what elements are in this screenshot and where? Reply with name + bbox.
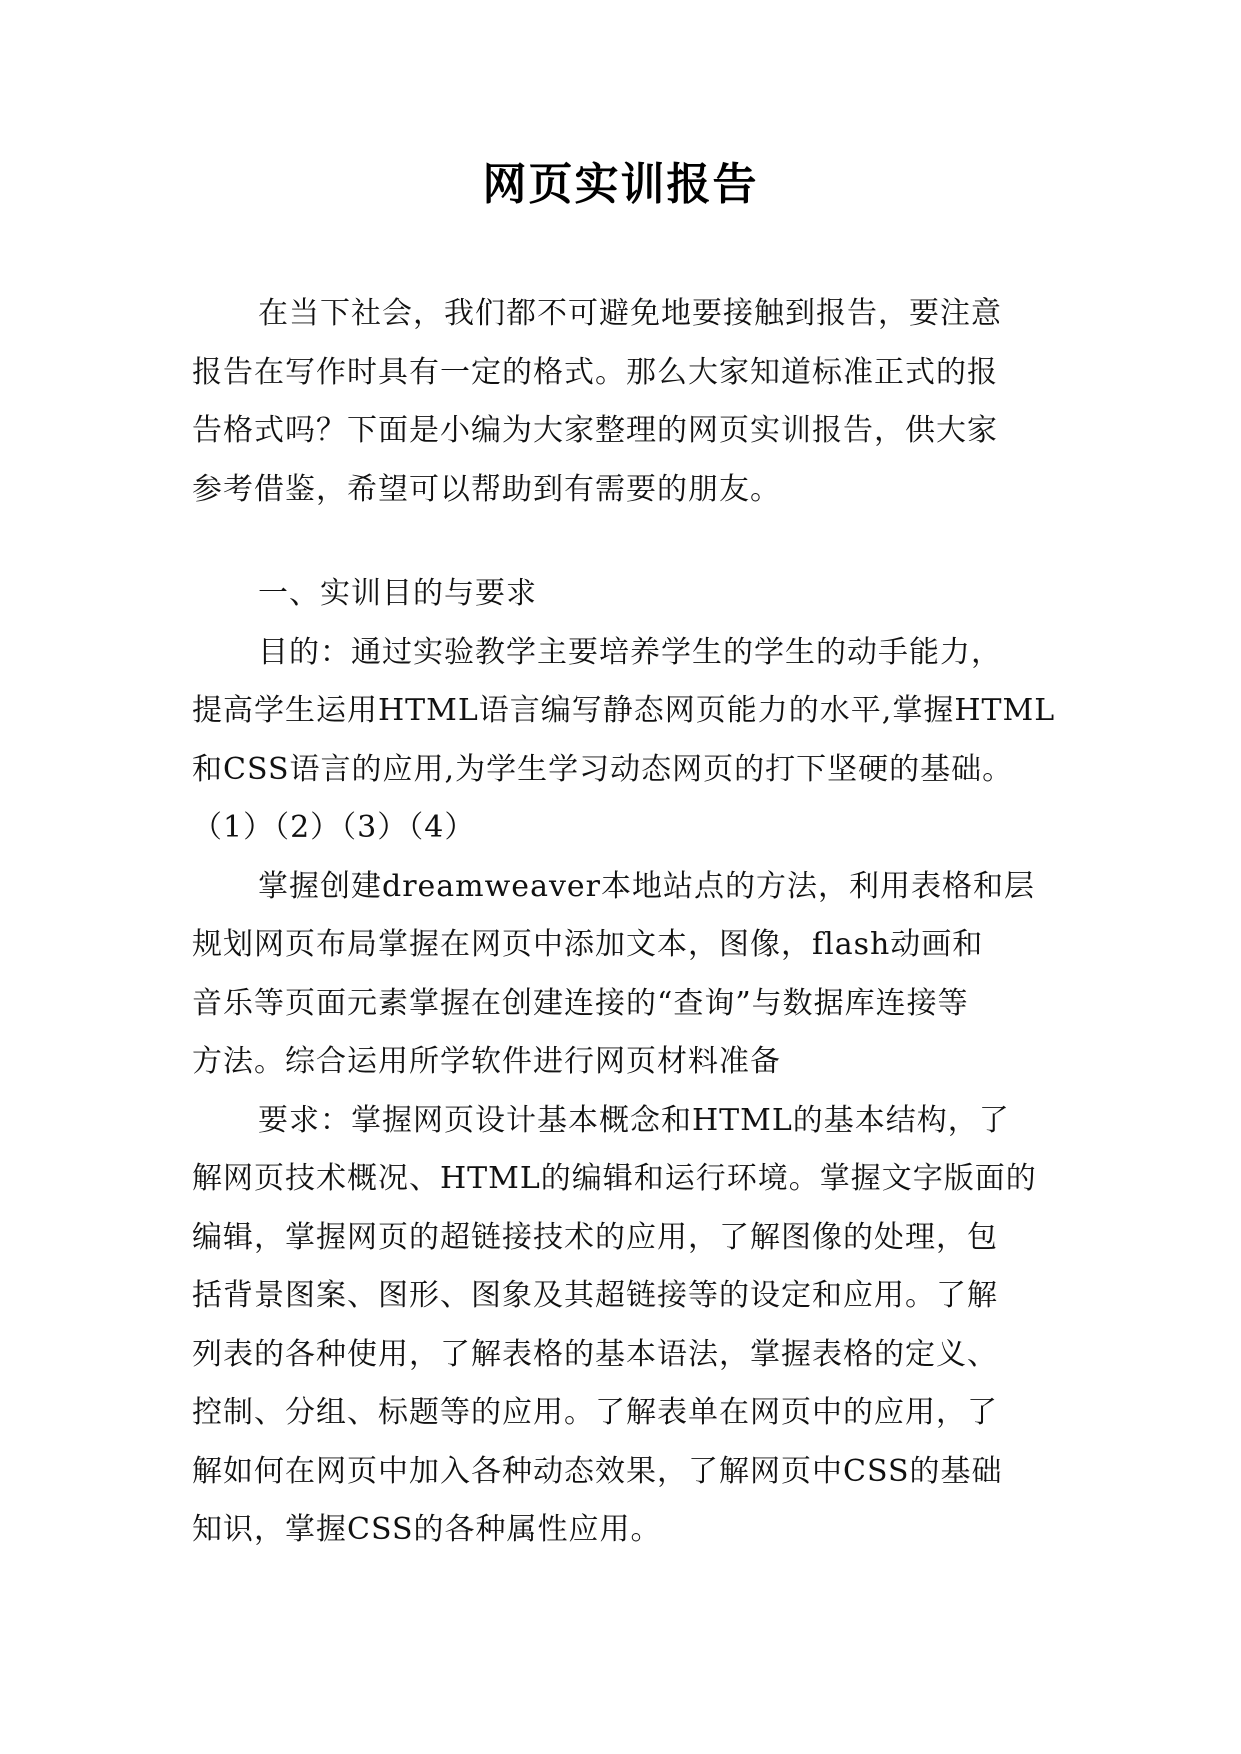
- numbering-line: （1）（2）（3）（4）: [192, 810, 476, 845]
- text-line: 方法。综合运用所学软件进行网页材料准备: [192, 1044, 781, 1079]
- requirement-paragraph: [192, 1092, 1062, 1560]
- document-title: 网页实训报告: [482, 159, 759, 210]
- text-line: 告格式吗？下面是小编为大家整理的网页实训报告，供大家: [192, 413, 998, 448]
- text-line: 和CSS语言的应用,为学生学习动态网页的打下坚硬的基础。: [192, 751, 1014, 787]
- text-line: 在当下社会，我们都不可避免地要接触到报告，要注意: [258, 296, 1002, 331]
- text-line: 编辑，掌握网页的超链接技术的应用，了解图像的处理，包: [192, 1219, 998, 1255]
- text-line: 解网页技术概况、HTML的编辑和运行环境。掌握文字版面的: [192, 1161, 1037, 1196]
- text-line: 解如何在网页中加入各种动态效果，了解网页中CSS的基础: [192, 1453, 1003, 1489]
- text-line: 掌握创建dreamweaver本地站点的方法，利用表格和层: [258, 868, 1035, 904]
- text-line: 列表的各种使用，了解表格的基本语法，掌握表格的定义、: [192, 1336, 998, 1372]
- purpose-paragraph: [192, 624, 1062, 800]
- text-line: 音乐等页面元素掌握在创建连接的“查询”与数据库连接等: [192, 985, 969, 1021]
- text-line: 知识，掌握CSS的各种属性应用。: [192, 1512, 662, 1547]
- text-line: 括背景图案、图形、图象及其超链接等的设定和应用。了解: [192, 1278, 998, 1313]
- paragraph-gap: [192, 519, 1062, 565]
- document-body: [192, 285, 1062, 1560]
- intro-paragraph: [192, 285, 1062, 519]
- text-line: 要求：掌握网页设计基本概念和HTML的基本结构，了: [258, 1102, 1010, 1138]
- text-line: 参考借鉴，希望可以帮助到有需要的朋友。: [192, 471, 781, 507]
- section-heading: 一、实训目的与要求: [258, 576, 537, 611]
- text-line: 控制、分组、标题等的应用。了解表单在网页中的应用，了: [192, 1395, 998, 1430]
- text-line: 提高学生运用HTML语言编写静态网页能力的水平,掌握HTML: [192, 693, 1056, 728]
- text-line: 规划网页布局掌握在网页中添加文本，图像，flash动画和: [192, 927, 984, 962]
- text-line: 目的：通过实验教学主要培养学生的学生的动手能力，: [258, 634, 1002, 670]
- skills-paragraph: [192, 858, 1062, 1092]
- text-line: 报告在写作时具有一定的格式。那么大家知道标准正式的报: [192, 354, 998, 390]
